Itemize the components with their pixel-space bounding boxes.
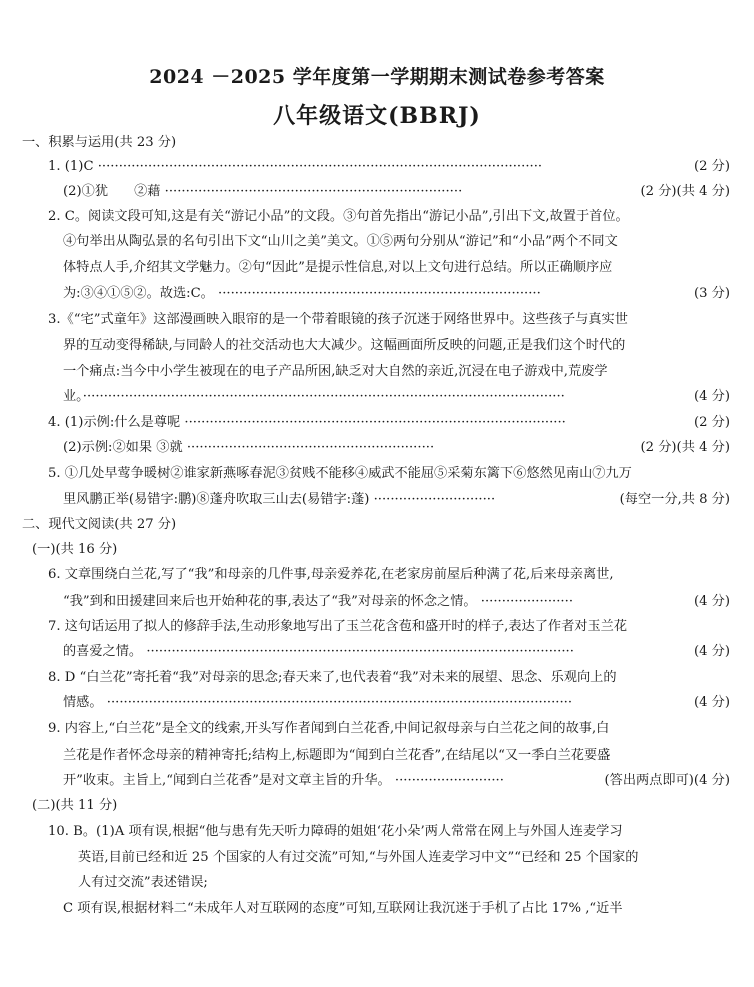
answer-7-line-2: 的喜爱之情。 ······································································································ [63,644,574,659]
document-subtitle: 八年级语文(BBRJ) [273,103,481,129]
answer-9-line-1: 9. 内容上,“白兰花”是全文的线索,开头写作者闻到白兰花香,中间记叙母亲与白兰花之间的故事,白 [48,721,610,736]
answer-1-2: (2)①犹 ②藉 ······································································· [63,184,463,199]
answer-3-line-4: 业。··················································································································· [63,389,565,404]
answer-8-line-1: 8. D “白兰花”寄托着“我”对母亲的思念;春天来了,也代表着“我”对未来的展望、思念、乐观向上的 [48,670,617,685]
score-4-1: (2 分) [693,415,730,430]
answer-1-1: 1. (1)C ·········································································································· [48,159,543,174]
answer-10-line-2: 英语,目前已经和近 25 个国家的人有过交流”可知,“与外国人连麦学习中文”“已经和 25 个国家的 [78,850,639,865]
score-9: (答出两点即可)(4 分) [604,773,730,788]
answer-7-line-1: 7. 这句话运用了拟人的修辞手法,生动形象地写出了玉兰花含苞和盛开时的样子,表达了作者对玉兰花 [48,619,628,634]
answer-9-line-2: 兰花是作者怀念母亲的精神寄托;结构上,标题即为“闻到白兰花香”,在结尾以“又一季白兰花要盛 [63,748,611,763]
answer-3-line-1: 3.《“宅”式童年》这部漫画映入眼帘的是一个带着眼镜的孩子沉迷于网络世界中。这些孩子与真实世 [48,312,628,327]
part-heading-2: (二)(共 11 分) [32,798,118,813]
score-2: (3 分) [693,286,730,301]
score-4-2: (2 分)(共 4 分) [640,440,730,455]
answer-10-line-1: 10. B。(1)A 项有误,根据“他与患有先天听力障碍的姐姐‘花小朵’两人常常在网上与外国人连麦学习 [48,824,623,839]
score-8: (4 分) [693,695,730,710]
answer-6-line-1: 6. 文章围绕白兰花,写了“我”和母亲的几件事,母亲爱养花,在老家房前屋后种满了花,后来母亲离世, [48,567,614,582]
score-7: (4 分) [693,644,730,659]
answer-5-line-1: 5. ①几处早莺争暖树②谁家新燕啄春泥③贫贱不能移④威武不能屈⑤采菊东篱下⑥悠然见南山⑦九万 [48,466,632,481]
answer-4-2: (2)示例:②如果 ③就 ··························································· [63,440,435,455]
section-heading-1: 一、积累与运用(共 23 分) [22,135,177,150]
section-heading-2: 二、现代文阅读(共 27 分) [22,517,177,532]
answer-2-line-4: 为:③④①⑤②。故选:C。 ············································································· [63,286,541,301]
answer-9-line-3: 开”收束。主旨上,“闻到白兰花香”是对文章主旨的升华。 ·························· [63,773,504,788]
document-title: 2024 －2025 学年度第一学期期末测试卷参考答案 [149,66,605,88]
answer-6-line-2: “我”到和田援建回来后也开始种花的事,表达了“我”对母亲的怀念之情。 ······················ [63,594,574,609]
part-heading-1: (一)(共 16 分) [32,542,118,557]
answer-10-line-4: C 项有误,根据材料二“未成年人对互联网的态度”可知,互联网让我沉迷于手机了占比 17% ,“近半 [63,901,623,916]
answer-3-line-3: 一个痛点:当今中小学生被现在的电子产品所困,缺乏对大自然的亲近,沉浸在电子游戏中,荒废学 [63,364,608,379]
answer-4-1: 4. (1)示例:什么是尊呢 ··························································································· [48,415,566,430]
score-3: (4 分) [693,389,730,404]
score-1-2: (2 分)(共 4 分) [640,184,730,199]
score-1-1: (2 分) [693,159,730,174]
answer-2-line-1: 2. C。阅读文段可知,这是有关“游记小品”的文段。③句首先指出“游记小品”,引出下文,故置于首位。 [48,209,629,224]
answer-2-line-2: ④句举出从陶弘景的名句引出下文“山川之美”美文。①⑤两句分别从“游记”和“小品”两个不同文 [63,234,618,249]
answer-3-line-2: 界的互动变得稀缺,与同龄人的社交活动也大大减少。这幅画面所反映的问题,正是我们这个时代的 [63,338,626,353]
score-5: (每空一分,共 8 分) [619,492,730,507]
answer-10-line-3: 人有过交流”表述错误; [78,875,208,890]
answer-8-line-2: 情感。 ··············································································································· [63,695,573,710]
answer-2-line-3: 体特点人手,介绍其文学魅力。②句“因此”是提示性信息,对以上文句进行总结。所以正确顺序应 [63,260,613,275]
answer-5-line-2: 里风鹏正举(易错字:鹏)⑧蓬舟吹取三山去(易错字:蓬) ····························· [63,492,496,507]
score-6: (4 分) [693,594,730,609]
